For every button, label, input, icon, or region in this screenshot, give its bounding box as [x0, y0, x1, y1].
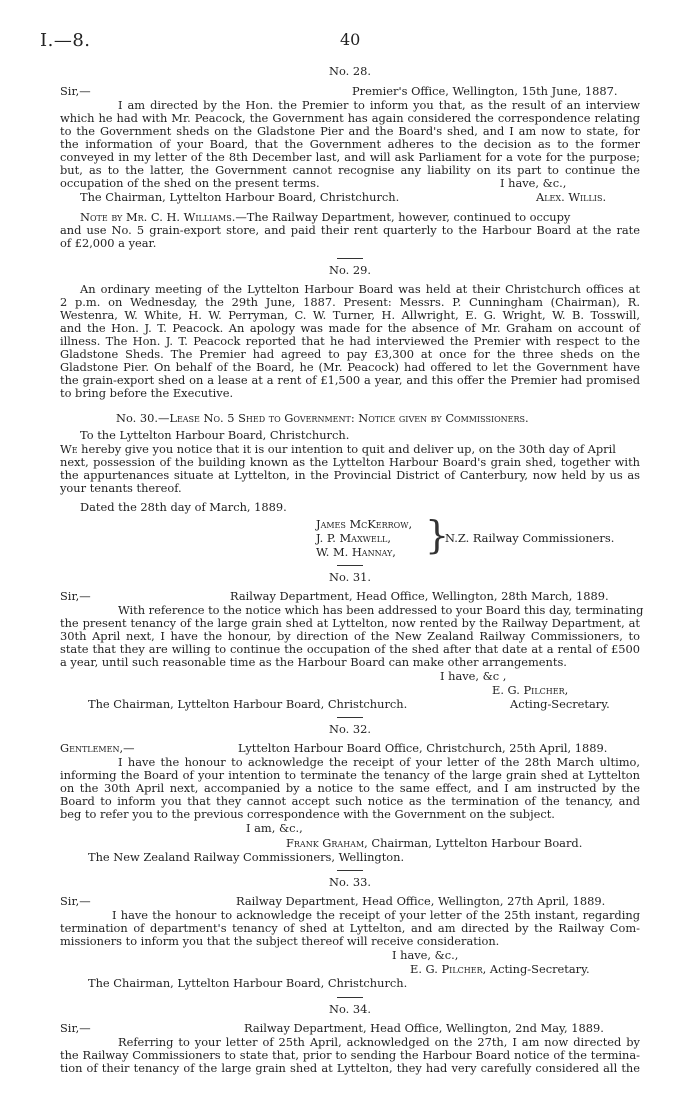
body-lead-word: We	[60, 442, 78, 456]
body-line: 2 p.m. on Wednesday, the 29th June, 1887. Present: Messrs. P. Cunningham (Chairman), R.	[60, 295, 640, 309]
body-line: termination of department's tenancy of shed at Lyttelton, and am directed by the Railway Com-	[60, 921, 640, 935]
letter-number: No. 32.	[329, 722, 371, 736]
section-divider	[337, 997, 363, 998]
section-divider	[337, 258, 363, 259]
letter-number: No. 31.	[329, 570, 371, 584]
notice-addressee: To the Lyttelton Harbour Board, Christchurch.	[80, 428, 350, 442]
body-line: 30th April next, I have the honour, by direction of the New Zealand Railway Commissioners, to	[60, 629, 640, 643]
brace-glyph: }	[425, 513, 450, 557]
section-divider	[337, 870, 363, 871]
signature-line	[410, 962, 590, 976]
note-label: Note by Mr. C. H. Williams.	[80, 210, 236, 224]
salutation: Sir,—	[60, 589, 91, 603]
body-line: the grain-export shed on a lease at a rent of £1,500 a year, and this offer the Premier had promised	[60, 373, 640, 387]
body-line: the appurtenances situate at Lyttelton, in the Provincial District of Canterbury, now held by us as	[60, 468, 640, 482]
letter-place-date: Lyttelton Harbour Board Office, Christchurch, 25th April, 1889.	[238, 741, 608, 755]
addressee: The Chairman, Lyttelton Harbour Board, Christchurch.	[80, 190, 400, 204]
body-line: state that they are willing to continue the occupation of the shed after that date at a rental of £500	[60, 642, 640, 656]
section-heading	[116, 411, 529, 425]
signature: Alex. Willis.	[536, 190, 607, 204]
section-divider	[337, 565, 363, 566]
note-text: —The Railway Department, however, continued to occupy	[235, 210, 571, 224]
closing: I have, &c.,	[392, 948, 459, 962]
letter-place-date: Railway Department, Head Office, Wellington, 27th April, 1889.	[236, 894, 606, 908]
body-line: I have the honour to acknowledge the receipt of your letter of the 25th instant, regarding	[112, 908, 640, 922]
body-line: informing the Board of your intention to terminate the tenancy of the large grain shed at Lyttelton	[60, 768, 640, 782]
body-line: to bring before the Executive.	[60, 386, 234, 400]
body-line: next, possession of the building known as the Lyttelton Harbour Board's grain shed, together with	[60, 455, 640, 469]
signature-role: Acting-Secretary.	[489, 962, 590, 976]
dated-line: Dated the 28th day of March, 1889.	[80, 500, 287, 514]
body-line: your tenants thereof.	[60, 481, 182, 495]
body-line: the information of your Board, that the Government adheres to the decision as to the former	[60, 137, 640, 151]
signature-role: Acting-Secretary.	[510, 697, 610, 711]
closing: I have, &c.,	[500, 176, 567, 190]
body-line: Gladstone Sheds. The Premier had agreed to pay £3,300 at once for the three sheds on the	[60, 347, 640, 361]
body-line: With reference to the notice which has been addressed to your Board this day, terminating	[118, 603, 644, 617]
addressee: The New Zealand Railway Commissioners, Wellington.	[88, 850, 405, 864]
note-line: and use No. 5 grain-export store, and paid their rent quarterly to the Harbour Board at the rate	[60, 223, 640, 237]
body-line: a year, until such reasonable time as the Harbour Board can make other arrangements.	[60, 655, 567, 669]
body-line	[60, 442, 640, 456]
signatory-name: James McKerrow,	[316, 517, 413, 531]
letter-number: No. 28.	[329, 64, 371, 78]
signatory-name: J. P. Maxwell,	[316, 531, 391, 545]
closing: I am, &c.,	[246, 821, 303, 835]
letter-number: No. 34.	[329, 1002, 371, 1016]
note-line: of £2,000 a year.	[60, 236, 157, 250]
signature: E. G. Pilcher,	[492, 683, 569, 697]
salutation: Gentlemen,—	[60, 741, 135, 755]
signatory-name: W. M. Hannay,	[316, 545, 396, 559]
body-text: hereby give you notice that it is our intention to quit and deliver up, on the 30th day of April	[77, 442, 616, 456]
body-line: beg to refer you to the previous correspondence with the Government on the subject.	[60, 807, 555, 821]
body-line: tion of their tenancy of the large grain shed at Lyttelton, they had very carefully considered all the	[60, 1061, 640, 1075]
signature: E. G. Pilcher,	[410, 962, 487, 976]
body-line: I have the honour to acknowledge the receipt of your letter of the 28th March ultimo,	[118, 755, 640, 769]
heading-number: No. 30.	[116, 411, 158, 425]
page-number: 40	[340, 30, 361, 49]
letter-place-date: Premier's Office, Wellington, 15th June, 1887.	[352, 84, 618, 98]
signatories-role: N.Z. Railway Commissioners.	[445, 531, 615, 545]
body-line: and the Hon. J. T. Peacock. An apology was made for the absence of Mr. Graham on account of	[60, 321, 640, 335]
note-line	[80, 210, 570, 224]
body-line: I am directed by the Hon. the Premier to inform you that, as the result of an interview	[118, 98, 640, 112]
heading-title: —Lease No. 5 Shed to Government: Notice given by Commissioners.	[157, 411, 529, 425]
body-line: missioners to inform you that the subject thereof will receive consideration.	[60, 934, 500, 948]
body-line: Board to inform you that they cannot accept such notice as the termination of the tenancy, and	[60, 794, 640, 808]
body-line: An ordinary meeting of the Lyttelton Harbour Board was held at their Christchurch offices at	[80, 282, 640, 296]
body-line: but, as to the latter, the Government cannot recognise any liability on its part to continue the	[60, 163, 640, 177]
body-line: on the 30th April next, accompanied by a notice to the same effect, and I am instructed by the	[60, 781, 640, 795]
section-divider	[337, 717, 363, 718]
body-line: illness. The Hon. J. T. Peacock reported that he had interviewed the Premier with respect to the	[60, 334, 640, 348]
salutation: Sir,—	[60, 84, 91, 98]
letter-number: No. 29.	[329, 263, 371, 277]
letter-place-date: Railway Department, Head Office, Wellington, 28th March, 1889.	[230, 589, 609, 603]
document-reference: I.—8.	[40, 30, 91, 51]
salutation: Sir,—	[60, 894, 91, 908]
addressee: The Chairman, Lyttelton Harbour Board, Christchurch.	[88, 697, 408, 711]
body-line: which he had with Mr. Peacock, the Government has again considered the correspondence relating	[60, 111, 640, 125]
body-line: Referring to your letter of 25th April, acknowledged on the 27th, I am now directed by	[118, 1035, 640, 1049]
signature: Frank Graham,	[286, 836, 368, 850]
body-line: the present tenancy of the large grain shed at Lyttelton, now rented by the Railway Department, at	[60, 616, 640, 630]
signature-role: Chairman, Lyttelton Harbour Board.	[371, 836, 583, 850]
body-line: Westenra, W. White, H. W. Perryman, C. W. Turner, H. Allwright, E. G. Wright, W. B. Tosswill,	[60, 308, 640, 322]
body-line: to the Government sheds on the Gladstone Pier and the Board's shed, and I am now to state, for	[60, 124, 640, 138]
closing: I have, &c ,	[440, 669, 507, 683]
letter-number: No. 33.	[329, 875, 371, 889]
letter-place-date: Railway Department, Head Office, Wellington, 2nd May, 1889.	[244, 1021, 604, 1035]
addressee: The Chairman, Lyttelton Harbour Board, Christchurch.	[88, 976, 408, 990]
signature-line	[286, 836, 582, 850]
body-line: Gladstone Pier. On behalf of the Board, he (Mr. Peacock) had offered to let the Government have	[60, 360, 640, 374]
body-line: the Railway Commissioners to state that, prior to sending the Harbour Board notice of the termina-	[60, 1048, 640, 1062]
salutation: Sir,—	[60, 1021, 91, 1035]
body-line: occupation of the shed on the present terms.	[60, 176, 320, 190]
body-line: conveyed in my letter of the 8th December last, and will ask Parliament for a vote for the purpose;	[60, 150, 640, 164]
